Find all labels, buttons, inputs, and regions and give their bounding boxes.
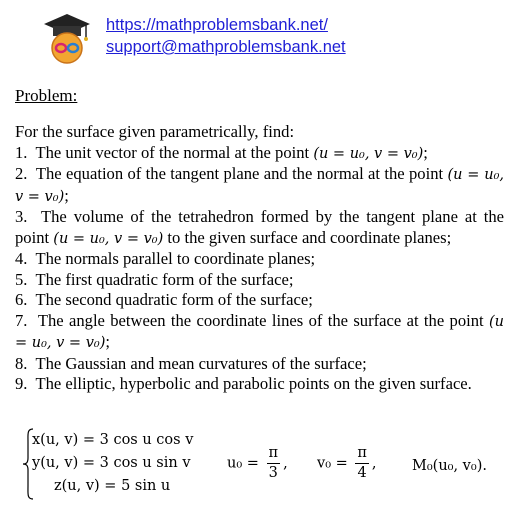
task-item: 4. The normals parallel to coordinate planes;	[15, 249, 316, 268]
v0-value: v₀ = $\frac{\pi}{4}$ ,	[317, 445, 377, 481]
u0-fraction: $\frac{\pi}{3}$	[268, 445, 279, 481]
task-item: 7. The angle between the coordinate lines of the surface at the point (u = u₀, v = v₀);	[15, 310, 504, 351]
task-item: 2. The equation of the tangent plane and the normal at the point (u = u₀, v = v₀);	[15, 164, 504, 205]
task-item: 8. The Gaussian and mean curvatures of the surface;	[15, 353, 367, 373]
problem-body	[15, 122, 504, 395]
equation-y: y(u, v) = 3 cos u sin v	[32, 455, 191, 471]
u0-value: u₀ = $\frac{\pi}{3}$ ,	[227, 445, 288, 481]
point-m0: M₀(u₀, v₀).	[412, 458, 487, 474]
equation-system	[22, 428, 502, 500]
task-item: 6. The second quadratic form of the surface;	[15, 290, 313, 309]
v0-fraction: $\frac{\pi}{4}$	[357, 445, 367, 481]
header-links	[106, 14, 346, 58]
email-link[interactable]: support@mathproblemsbank.net	[106, 38, 346, 56]
task-item: 9. The elliptic, hyperbolic and parabolic points on the given surface.	[15, 374, 472, 393]
website-link[interactable]: https://mathproblemsbank.net/	[106, 16, 328, 34]
task-item: 1. The unit vector of the normal at the point (u = u₀, v = v₀);	[15, 142, 428, 162]
task-item: 5. The first quadratic form of the surface;	[15, 269, 294, 289]
problem-intro: For the surface given parametrically, find:	[15, 122, 295, 141]
equation-x: x(u, v) = 3 cos u cos v	[32, 432, 194, 448]
graduation-cap-logo-icon	[40, 10, 94, 66]
parametric-equations	[32, 429, 193, 498]
task-item: 3. The volume of the tetrahedron formed by the tangent plane at the point (u = u₀, v = v₀) to the given surface and coordinate planes;	[15, 207, 505, 247]
problem-title: Problem:	[15, 86, 78, 105]
equation-z: z(u, v) = 5 sin u	[54, 478, 171, 494]
